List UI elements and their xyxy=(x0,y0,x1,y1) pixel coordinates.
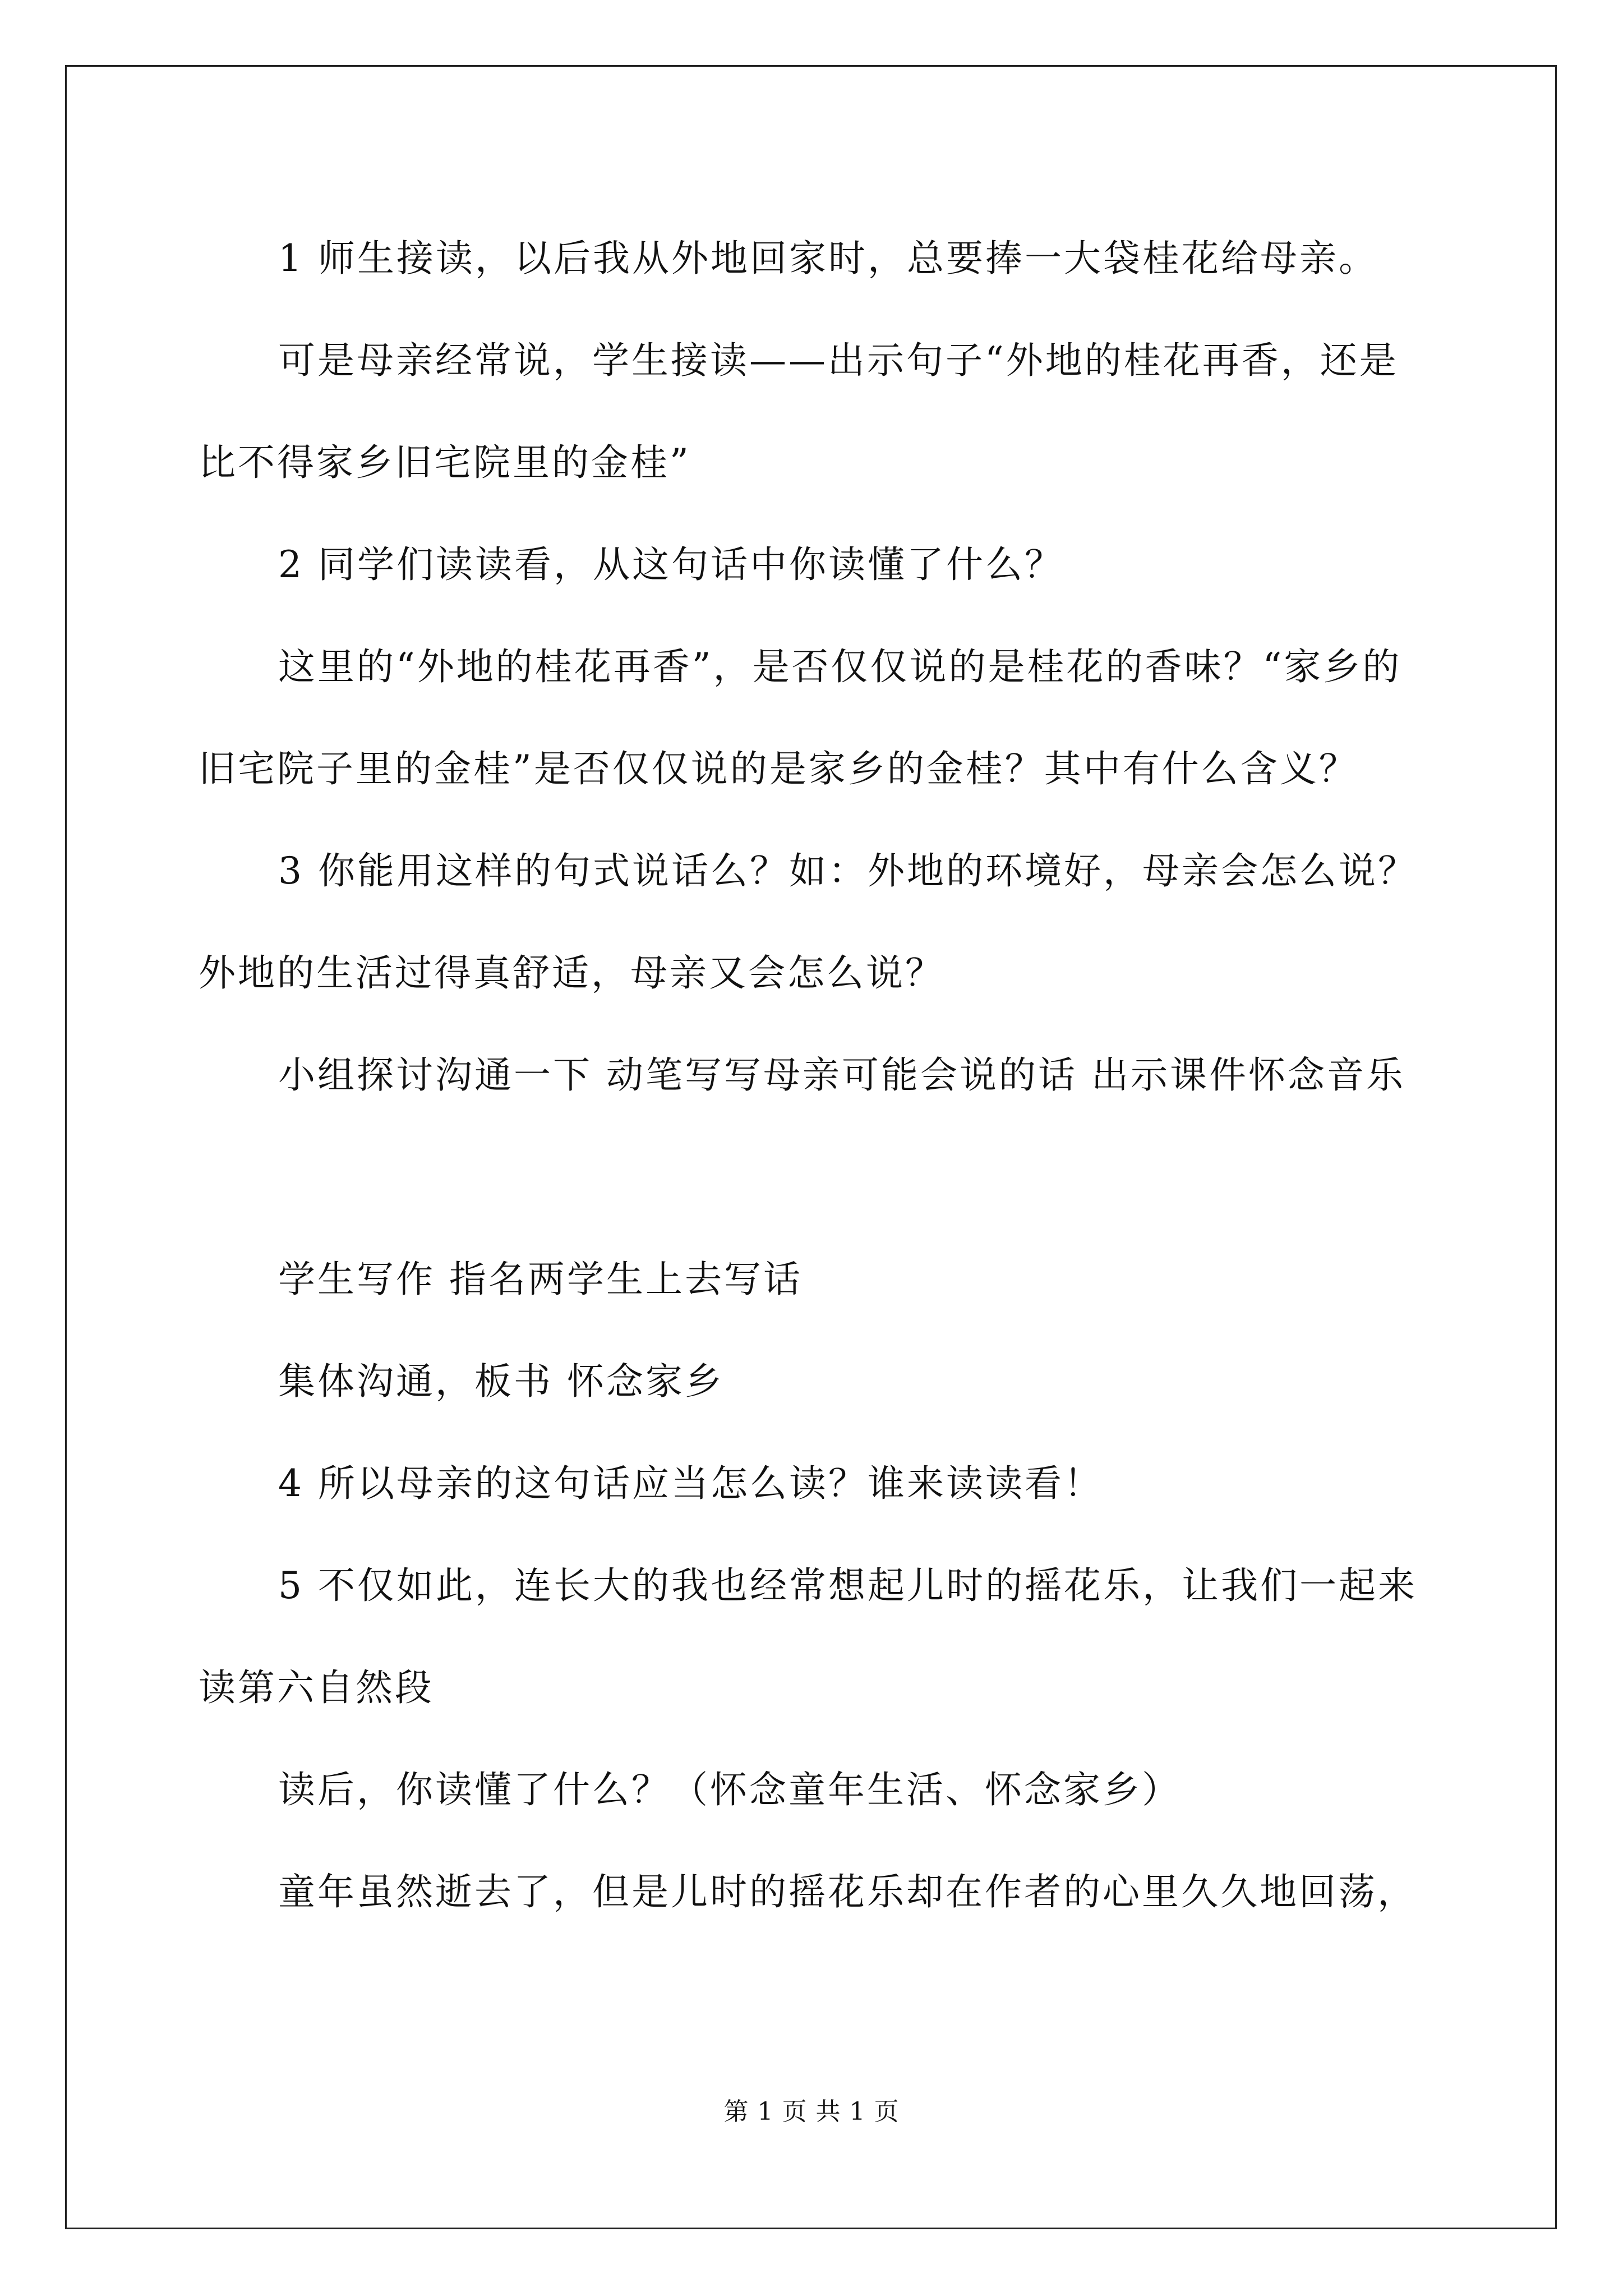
paragraph: 集体沟通，板书 怀念家乡 xyxy=(278,1360,724,1403)
paragraph: 读后，你读懂了什么？（怀念童年生活、怀念家乡） xyxy=(278,1768,1181,1811)
page-footer: 第 1 页 共 1 页 xyxy=(723,2097,900,2126)
paragraph: 可是母亲经常说，学生接读——出示句子“外地的桂花再香，还是比不得家乡旧宅院里的金桂” xyxy=(199,339,1399,484)
paragraph: 3 你能用这样的句式说话么？如：外地的环境好，母亲会怎么说？外地的生活过得真舒适，母亲又会怎么说？ xyxy=(199,849,1417,995)
paragraph: 小组探讨沟通一下 动笔写写母亲可能会说的话 出示课件怀念音乐 xyxy=(278,1053,1405,1097)
paragraph: 1 师生接读，以后我从外地回家时，总要捧一大袋桂花给母亲。 xyxy=(278,237,1378,280)
paragraph: 童年虽然逝去了，但是儿时的摇花乐却在作者的心里久久地回荡， xyxy=(278,1870,1417,1913)
paragraph: 2 同学们读读看，从这句话中你读懂了什么？ xyxy=(278,543,1064,586)
paragraph: 5 不仅如此，连长大的我也经常想起儿时的摇花乐，让我们一起来读第六自然段 xyxy=(199,1564,1417,1709)
paragraph: 学生写作 指名两学生上去写话 xyxy=(278,1258,803,1301)
paragraph: 4 所以母亲的这句话应当怎么读？谁来读读看！ xyxy=(278,1462,1103,1505)
paragraph: 这里的“外地的桂花再香”，是否仅仅说的是桂花的香味？“家乡的旧宅院子里的金桂”是否仅仅说的是家乡的金桂？其中有什么含义？ xyxy=(199,645,1402,790)
